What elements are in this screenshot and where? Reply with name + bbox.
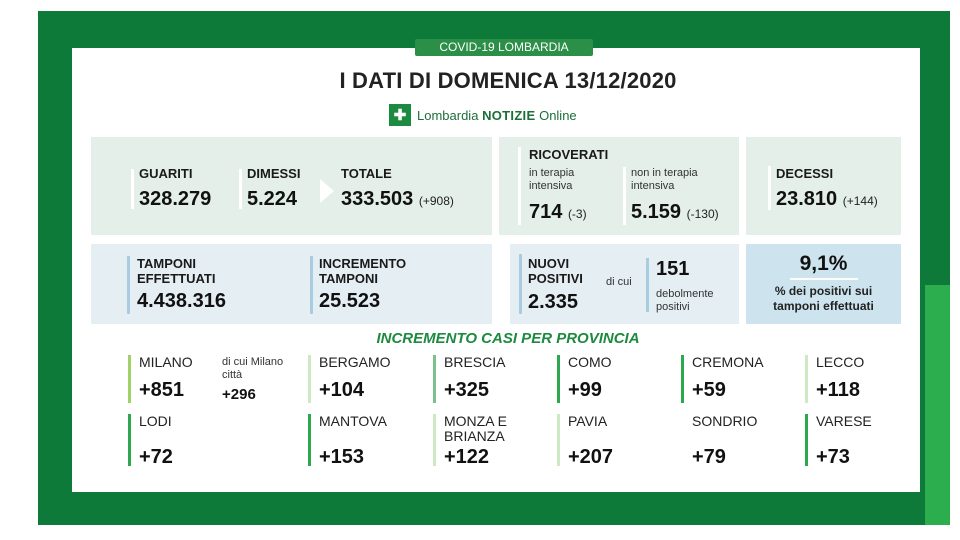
dicui-label: di cui bbox=[606, 276, 632, 288]
brand-logo bbox=[389, 103, 577, 127]
province-value: +153 bbox=[319, 446, 365, 468]
province-value: +118 bbox=[816, 379, 860, 401]
nuovi-value: 2.335 bbox=[528, 291, 579, 313]
province-bar bbox=[805, 414, 808, 466]
divider bbox=[768, 166, 771, 210]
province-value: +79 bbox=[692, 446, 726, 468]
province-name: LODI bbox=[139, 413, 172, 429]
province-bar bbox=[681, 355, 684, 403]
ti-value: 714 (-3) bbox=[529, 201, 587, 223]
province-bar bbox=[308, 355, 311, 403]
province-bar bbox=[128, 355, 131, 403]
nti-label: non in terapia intensiva bbox=[631, 167, 698, 192]
province-bar bbox=[433, 414, 436, 466]
percent-label: % dei positivi sui tamponi effettuati bbox=[773, 284, 874, 313]
totale-value: 333.503 (+908) bbox=[341, 188, 454, 210]
province-bar bbox=[308, 414, 311, 466]
divider bbox=[646, 258, 649, 312]
weak-label: debolmente positivi bbox=[656, 288, 714, 313]
arrow-right-icon bbox=[320, 179, 334, 203]
divider bbox=[519, 254, 522, 314]
divider bbox=[127, 256, 130, 314]
section-title: INCREMENTO CASI PER PROVINCIA bbox=[376, 330, 640, 347]
incremento-label: INCREMENTO TAMPONI bbox=[319, 256, 407, 286]
province-value: +73 bbox=[816, 446, 850, 468]
divider bbox=[131, 169, 134, 209]
province-value: +104 bbox=[319, 379, 365, 401]
divider bbox=[239, 169, 242, 209]
province-name: BERGAMO bbox=[319, 354, 391, 370]
header-tag: COVID-19 LOMBARDIA bbox=[415, 39, 593, 56]
cross-logo-icon: ✚ bbox=[389, 104, 411, 126]
province-name: BRESCIA bbox=[444, 354, 506, 370]
ti-label: in terapia intensiva bbox=[529, 167, 575, 192]
tamponi-label: TAMPONI EFFETTUATI bbox=[137, 256, 216, 286]
province-value: +207 bbox=[568, 446, 614, 468]
province-bar bbox=[433, 355, 436, 403]
province-bar bbox=[128, 414, 131, 466]
swabs-panel bbox=[91, 244, 492, 324]
province-value: +99 bbox=[568, 379, 602, 401]
page-title: I DATI DI DOMENICA 13/12/2020 bbox=[339, 68, 677, 93]
guariti-label: GUARITI bbox=[139, 166, 193, 181]
province-value: +851 bbox=[139, 379, 185, 401]
decessi-label: DECESSI bbox=[776, 166, 834, 181]
province-value: +325 bbox=[444, 379, 490, 401]
percent-value: 9,1% bbox=[799, 252, 848, 275]
divider bbox=[310, 256, 313, 314]
dimessi-value: 5.224 bbox=[247, 188, 298, 210]
hospitalized-panel bbox=[499, 137, 739, 235]
province-bar bbox=[805, 355, 808, 403]
province-name: MILANO bbox=[139, 354, 193, 370]
deaths-panel bbox=[746, 137, 901, 235]
incremento-value: 25.523 bbox=[319, 290, 381, 312]
nuovi-label: NUOVI POSITIVI bbox=[528, 256, 583, 286]
province-bar bbox=[557, 414, 560, 466]
province-name: CREMONA bbox=[692, 354, 764, 370]
province-name: SONDRIO bbox=[692, 413, 758, 429]
recovered-panel bbox=[91, 137, 492, 235]
dimessi-label: DIMESSI bbox=[247, 166, 301, 181]
guariti-value: 328.279 bbox=[139, 188, 212, 210]
milano-city-value: +296 bbox=[222, 386, 256, 403]
positivity-panel bbox=[746, 244, 901, 324]
province-value: +72 bbox=[139, 446, 173, 468]
province-name: COMO bbox=[568, 354, 612, 370]
province-bar bbox=[557, 355, 560, 403]
province-name: MONZA E BRIANZA bbox=[444, 413, 508, 444]
province-name: VARESE bbox=[816, 413, 872, 429]
ricoverati-label: RICOVERATI bbox=[529, 147, 609, 162]
weak-value: 151 bbox=[656, 258, 690, 280]
province-name: LECCO bbox=[816, 354, 865, 370]
nti-value: 5.159 (-130) bbox=[631, 201, 719, 223]
divider bbox=[790, 278, 858, 280]
province-name: MANTOVA bbox=[319, 413, 387, 429]
totale-label: TOTALE bbox=[341, 166, 392, 181]
tamponi-value: 4.438.316 bbox=[137, 290, 226, 312]
divider bbox=[518, 147, 521, 225]
right-accent-strip bbox=[925, 285, 950, 525]
divider bbox=[623, 167, 626, 225]
province-name: PAVIA bbox=[568, 413, 608, 429]
new-positives-panel bbox=[510, 244, 739, 324]
decessi-value: 23.810 (+144) bbox=[776, 188, 878, 210]
province-value: +59 bbox=[692, 379, 726, 401]
logo-text: Lombardia NOTIZIE Online bbox=[417, 107, 577, 123]
milano-city-label: di cui Milano città bbox=[222, 356, 284, 381]
province-value: +122 bbox=[444, 446, 490, 468]
